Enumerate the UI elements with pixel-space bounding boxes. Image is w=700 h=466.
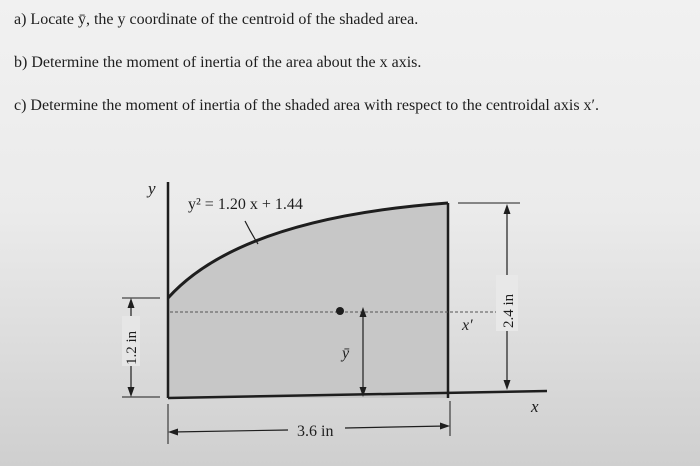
y-axis-label: y bbox=[148, 179, 156, 198]
curve-equation: y² = 1.20 x + 1.44 bbox=[188, 196, 303, 213]
centroid-label: ȳ bbox=[342, 345, 350, 362]
question-b: b) Determine the moment of inertia of the area about the x axis. bbox=[14, 54, 422, 71]
equation-leader bbox=[245, 221, 258, 244]
x-axis-label: x bbox=[531, 397, 539, 416]
bottom-dim-arrow-left bbox=[168, 429, 178, 436]
centroid-point bbox=[336, 307, 344, 315]
right-height-label: 2.4 in bbox=[501, 293, 517, 328]
right-dim-arrow-top bbox=[504, 204, 511, 214]
shaded-area bbox=[168, 203, 448, 398]
bottom-dim-line-right bbox=[345, 426, 446, 428]
question-c: c) Determine the moment of inertia of the shaded area with respect to the centroidal axis x′. bbox=[14, 97, 600, 114]
bottom-dim-arrow-right bbox=[440, 423, 450, 430]
width-label: 3.6 in bbox=[297, 423, 334, 440]
bottom-dim-line-left bbox=[172, 430, 288, 432]
left-height-label: 1.2 in bbox=[124, 330, 140, 365]
left-dim-arrow-top bbox=[128, 298, 135, 308]
centroidal-axis-label: x′ bbox=[462, 317, 473, 334]
right-dim-arrow-bottom bbox=[504, 380, 511, 390]
left-dim-arrow-bottom bbox=[128, 387, 135, 397]
question-a: a) Locate ȳ, the y coordinate of the centroid of the shaded area. bbox=[14, 11, 419, 28]
